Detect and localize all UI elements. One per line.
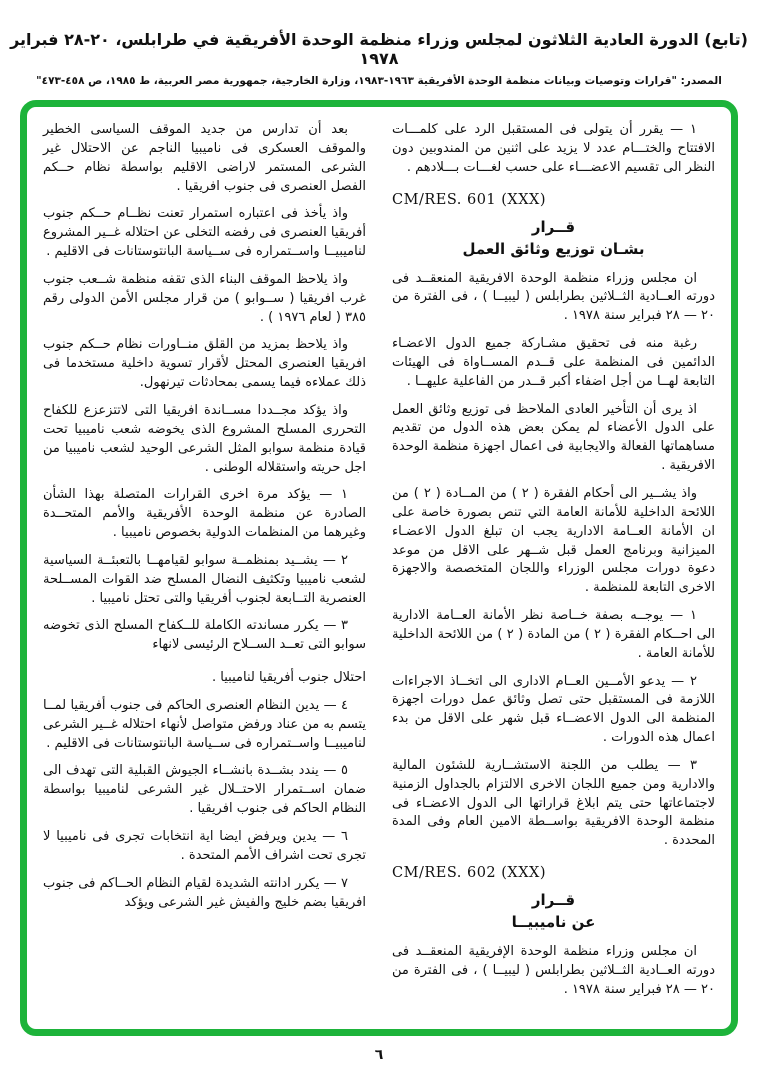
paragraph: ٣ — يطلب من اللجنة الاستشــارية للشئون المالية والادارية ومن جميع اللجان الاخرى الالتزام بالجداول الزمنية لاجتماعاتها حتى يتم ابلاغ قراراتها الى الدول الاعضـاء فى منظمة الوحدة الافريقية بواســطة الامين العام وفى المدة المحددة . <box>392 757 715 849</box>
page-header <box>0 30 758 87</box>
paragraph: ٧ — يكرر ادانته الشديدة لقيام النظام الحــاكم فى جنوب افريقيا بضم خليج والفيش غير الشرعى ويؤكد <box>43 875 366 910</box>
paragraph: ١ — يؤكد مرة اخرى القرارات المتصلة بهذا الشأن الصادرة عن منظمة الوحدة الأفريقية والأمم المتحــدة وغيرهما من المنظمات الدولية بخصوص ناميبيا . <box>43 487 366 541</box>
page-number: ٦ <box>374 1047 384 1063</box>
header-title: (تابع) الدورة العادية الثلاثون لمجلس وزراء منظمة الوحدة الأفريقية في طرابلس، ٢٠-٢٨ فبراير ١٩٧٨ <box>10 30 748 68</box>
paragraph: ١ — يوجــه بصفة خــاصة نظر الأمانة العــامة الادارية الى احــكام الفقرة ( ٢ ) من المادة ( ٢ ) من اللائحة الداخلية للأمانة العامة . <box>392 608 715 661</box>
paragraph: واذ يأخذ فى اعتباره استمرار تعنت نظــام حــكم جنوب أفريقيا العنصرى فى رفضه التخلى عن احتلاله غــير المشروع لناميبيــا واســتمراره فى ســياسة البانتوستانات فى الاقليم . <box>43 206 366 260</box>
paragraph: ١ — يقرر أن يتولى فى المستقبل الرد على كلمـــات الافتتاح والختـــام عدد لا يزيد على اثنين من المندوبين دون النظر الى تقسيم الاعضـــاء على حسب لغـــات بـــلادهم . <box>392 122 715 175</box>
page-footer <box>0 1044 758 1063</box>
green-frame <box>20 100 738 1036</box>
paragraph: ٢ — يشــيد بمنظمــة سوابو لقيامهــا بالتعبئــة السياسية لشعب ناميبيا وتكثيف النضال المسلح ضد القوات المســلحة العنصرية التــابعة لجنوب أفريقيا والتى تحتل ناميبيا . <box>43 552 366 606</box>
resolution-subtitle: بشـان توزيع وثائق العمل <box>462 239 645 258</box>
paragraph-continuation: احتلال جنوب أفريقيا لناميبيا . <box>212 670 366 686</box>
paragraph: واذ يلاحظ الموقف البناء الذى تقفه منظمة شــعب جنوب غرب افريقيا ( ســوابو ) من قرار مجلس الأمن الدولى رقم ٣٨٥ ( لعام ١٩٧٦ ) . <box>43 271 366 325</box>
resolution-ref-602: CM/RES. 602 (XXX) <box>392 865 547 882</box>
resolution-title: قــرار <box>531 217 576 236</box>
paragraph: ان مجلس وزراء منظمة الوحدة الإفريقية المنعقــد فى دورته العــادية الثــلاثين بطرابلس ( ليبيــا ) ، فى الفترة من ٢٠ — ٢٨ فبراير سنة ١٩٧٨ . <box>392 944 715 997</box>
resolution-subtitle: عن ناميبيــا <box>511 913 596 932</box>
paragraph: اذ يرى أن التأخير العادى الملاحظ فى توزيع وثائق العمل على الدول الأعضاء لم يمكن بعض هذه الدول من تقديم مساهماتها الفعالة والايجابية فى اعمال اجهزة منظمة الوحدة الافريقية . <box>392 401 715 474</box>
paragraph: واذ يلاحظ بمزيد من القلق منــاورات نظام حــكم جنوب افريقيا العنصرى المحتل لأقرار تسوية داخلية مستخدما فى ذلك عملاءه فيما يسمى بمحادثات تيرنهول. <box>43 337 366 391</box>
column-left <box>43 121 366 1019</box>
column-right <box>392 121 715 1019</box>
resolution-title: قــرار <box>531 891 576 910</box>
paragraph: واذ يشــير الى أحكام الفقرة ( ٢ ) من المــادة ( ٢ ) من اللائحة الداخلية للأمانة العامة التي تنص بصورة خاصة على ان الأمانة العــامة الادارية يجب ان تبلغ الدول الاعضـاء الميزانية وبرنامج العمل قبل شــهر على الاقل من موعد دعوة دورات مجلس الوزراء واللجان المتخصصة والاجهزة الاخرى التابعة للمنظمة . <box>392 485 715 596</box>
paragraph: بعد أن تدارس من جديد الموقف السياسى الخطير والموقف العسكرى فى ناميبيا الناجم عن الاحتلال غير الشرعى المستمر لاراضى الاقليم بواسطة نظام حــكم الفصل العنصرى فى جنوب افريقيا . <box>43 122 366 194</box>
paragraph: ٢ — يدعو الأمــين العــام الادارى الى اتخــاذ الاجراءات اللازمة فى المستقبل حتى تصل وثائق عمل دورات اجهزة المنظمة الى الدول الاعضــاء قبل شهر على الاقل من بدء اعمال هذه الدورات . <box>392 673 715 746</box>
resolution-ref-601: CM/RES. 601 (XXX) <box>392 191 547 208</box>
paragraph: ان مجلس وزراء منظمة الوحدة الافريقية المنعقــد فى دورته العــادية الثــلاثين بطرابلس ( ليبيــا ) ، فى الفترة من ٢٠ — ٢٨ فبراير سنة ١٩٧٨ . <box>392 270 715 324</box>
paragraph: ٣ — يكرر مساندته الكاملة للــكفاح المسلح الذى تخوضه سوابو التى تعــد الســلاح الرئيسى لانهاء <box>43 618 366 653</box>
header-source-line: المصدر: "قرارات وتوصيات وبيانات منظمة الوحدة الأفريقية ١٩٦٣-١٩٨٣، وزارة الخارجية، جمهورية مصر العربية، ط ١٩٨٥، ص ٤٥٨-٤٧٣" <box>36 75 722 87</box>
paragraph: واذ يؤكد مجــددا مســاندة افريقيا التى لاتتزعزع للكفاح التحررى المسلح المشروع الذى يخوضه شعب ناميبيا تحت قيادة منظمة سوابو المثل الشرعى الوحيد لشعب ناميبيا من اجل حريته واستقلاله الوطنى . <box>43 402 366 475</box>
paragraph: ٤ — يدين النظام العنصرى الحاكم فى جنوب أفريقيا لمــا يتسم به من عناد ورفض متواصل لأنهاء احتلاله غــير الشرعى لناميبيــا واســتمراره فى ســياسة البانتوستانات فى الاقليم . <box>43 697 366 751</box>
paragraph: ٦ — يدين ويرفض ايضا اية انتخابات تجرى فى ناميبيا لا تجرى تحت اشراف الأمم المتحدة . <box>43 829 366 863</box>
paragraph: رغبة منه فى تحقيق مشـاركة جميع الدول الاعضـاء الدائمين فى المنظمة على قــدم المســاواة فى الهيئات التابعة لهــا من أجل اضفاء أكبر قــدر من الفاعلية عليهــا . <box>392 336 715 389</box>
paragraph: ٥ — يندد بشــدة بانشــاء الجيوش القبلية التى تهدف الى ضمان اســتمرار الاحتــلال غير الشرعى لناميبيا بواسطة النظام الحاكم فى جنوب افريقيا . <box>43 763 366 817</box>
